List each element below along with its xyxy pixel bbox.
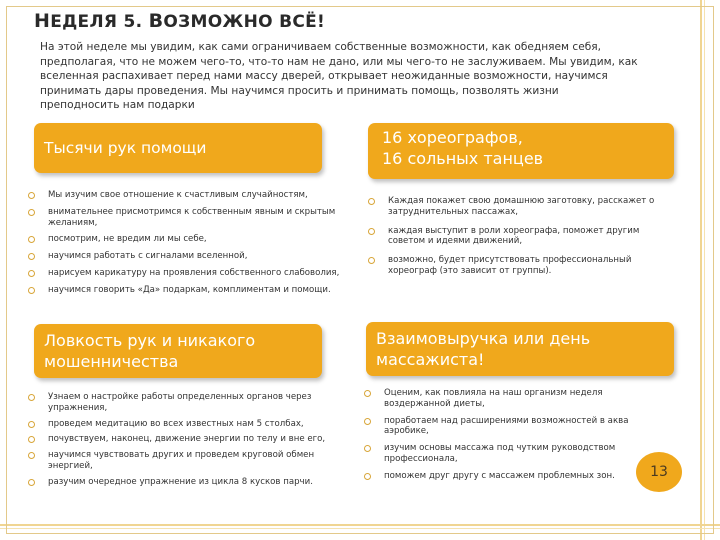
list-item: внимательнее присмотримся к собственным явным и скрытым желаниям, <box>28 207 348 229</box>
title-part: ЕДЕЛЯ 5. <box>50 12 149 32</box>
list-item: научимся работать с сигналами вселенной, <box>28 251 348 262</box>
intro-paragraph: На этой неделе мы увидим, как сами ограничиваем собственные возможности, как обедняем себя, предполагая, что не можем чего-то, что-то нам не дано, или мы чего-то не заслуживаем. Мы увидим, как вселенная распахивает перед нами массу дверей, открывает неожиданные возможности, научимся принимать дары проведения. Мы научимся просить и принимать помощь, позволять жизни преподносить нам подарки <box>40 41 638 112</box>
list-item: поможем друг другу с массажем проблемных зон. <box>364 471 634 482</box>
bullet-icon <box>28 270 35 277</box>
section-list-massage <box>364 388 664 482</box>
section-banner-choreographers <box>368 123 674 179</box>
bullet-icon <box>28 253 35 260</box>
list-item: каждая выступит в роли хореографа, поможет другим советом и идеями движений, <box>368 226 670 248</box>
list-item: Оценим, как повлияла на наш организм неделя воздержанной диеты, <box>364 388 664 410</box>
section-banner-massage <box>366 322 674 376</box>
bullet-icon <box>364 418 371 425</box>
section-banner-help <box>34 123 322 173</box>
page-number-badge: 13 <box>636 452 682 492</box>
list-item: Узнаем о настройке работы определенных органов через упражнения, <box>28 392 328 414</box>
list-item: Мы изучим свое отношение к счастливым случайностям, <box>28 190 348 201</box>
bullet-icon <box>28 436 35 443</box>
bullet-icon <box>28 209 35 216</box>
list-item: изучим основы массажа под чутким руководством профессионала, <box>364 443 664 465</box>
section-banner-dexterity <box>34 324 322 378</box>
section-title: 16 хореографов, <box>382 128 523 147</box>
list-item: возможно, будет присутствовать профессиональный хореограф (это зависит от группы). <box>368 255 670 277</box>
list-item: научимся чувствовать других и проведем круговой обмен энергией, <box>28 450 328 472</box>
bullet-icon <box>368 228 375 235</box>
list-item: проведем медитацию во всех известных нам 5 столбах, <box>28 419 328 430</box>
section-list-dexterity <box>28 392 328 488</box>
bullet-icon <box>364 390 371 397</box>
slide-title <box>34 10 325 32</box>
bullet-icon <box>28 421 35 428</box>
bullet-icon <box>364 473 371 480</box>
bullet-icon <box>368 257 375 264</box>
list-item: научимся говорить «Да» подаркам, комплиментам и помощи. <box>28 285 348 296</box>
section-title: 16 сольных танцев <box>382 149 544 168</box>
list-item: нарисуем карикатуру на проявления собственного слабоволия, <box>28 268 348 279</box>
section-title: мошенничества <box>44 352 179 371</box>
list-item: поработаем над расширениями возможностей в аква аэробике, <box>364 416 664 438</box>
bullet-icon <box>28 287 35 294</box>
bullet-icon <box>368 198 375 205</box>
list-item: разучим очередное упражнение из цикла 8 кусков парчи. <box>28 477 328 488</box>
bullet-icon <box>28 452 35 459</box>
list-item: Каждая покажет свою домашнюю заготовку, расскажет о затруднительных пассажах, <box>368 196 670 218</box>
list-item: почувствуем, наконец, движение энергии по телу и вне его, <box>28 434 328 445</box>
title-part: ОЗМОЖНО ВСЁ! <box>163 12 326 32</box>
list-item: посмотрим, не вредим ли мы себе, <box>28 234 348 245</box>
section-list-choreographers <box>368 196 670 277</box>
bullet-icon <box>28 479 35 486</box>
section-title: массажиста! <box>376 350 485 369</box>
section-title: Ловкость рук и никакого <box>44 331 256 350</box>
bullet-icon <box>28 192 35 199</box>
bullet-icon <box>364 445 371 452</box>
section-title: Тысячи рук помощи <box>44 139 207 157</box>
bullet-icon <box>28 236 35 243</box>
section-title: Взаимовыручка или день <box>376 329 591 348</box>
title-initial: Н <box>34 10 51 32</box>
title-initial: В <box>148 10 164 32</box>
bullet-icon <box>28 394 35 401</box>
section-list-help <box>28 190 348 296</box>
